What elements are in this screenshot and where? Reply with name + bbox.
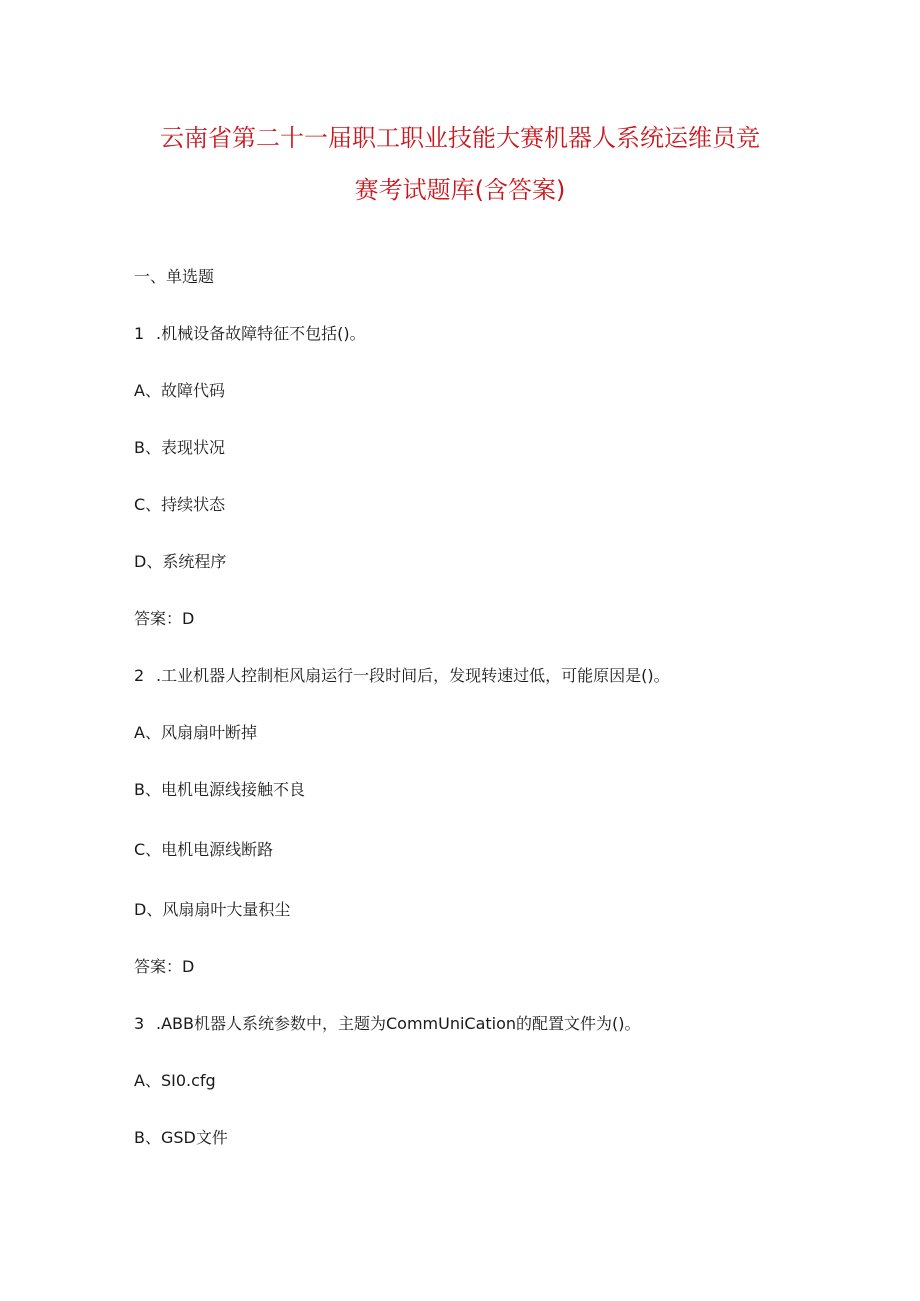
document-title-line-2: 赛考试题库(含答案): [354, 176, 566, 204]
question-1: [134, 323, 366, 345]
question-3: [134, 1013, 641, 1035]
question-1-option-b: B、表现状况: [134, 438, 225, 457]
question-1-stem: .机械设备故障特征不包括()。: [156, 324, 366, 343]
question-1-answer: 答案：D: [134, 609, 195, 628]
question-1-number: 1: [134, 324, 145, 343]
document-title-line-1: 云南省第二十一届职工职业技能大赛机器人系统运维员竞: [160, 124, 760, 152]
question-3-option-a: A、SI0.cfg: [134, 1071, 216, 1090]
question-2-option-a: A、风扇扇叶断掉: [134, 723, 257, 742]
question-2: [134, 665, 670, 687]
section-heading: 一、单选题: [134, 267, 215, 286]
question-3-option-b: B、GSD文件: [134, 1128, 228, 1147]
question-2-option-b: B、电机电源线接触不良: [134, 780, 305, 799]
question-2-option-c: C、电机电源线断路: [134, 840, 274, 859]
question-3-number: 3: [134, 1014, 145, 1033]
question-2-stem: .工业机器人控制柜风扇运行一段时间后，发现转速过低，可能原因是()。: [156, 666, 670, 685]
question-1-option-a: A、故障代码: [134, 381, 225, 400]
question-2-option-d: D、风扇扇叶大量积尘: [134, 900, 291, 919]
question-1-option-c: C、持续状态: [134, 495, 226, 514]
question-3-stem: .ABB机器人系统参数中，主题为CommUniCation的配置文件为()。: [156, 1014, 641, 1033]
question-2-number: 2: [134, 666, 145, 685]
question-1-option-d: D、系统程序: [134, 552, 227, 571]
question-2-answer: 答案：D: [134, 957, 195, 976]
